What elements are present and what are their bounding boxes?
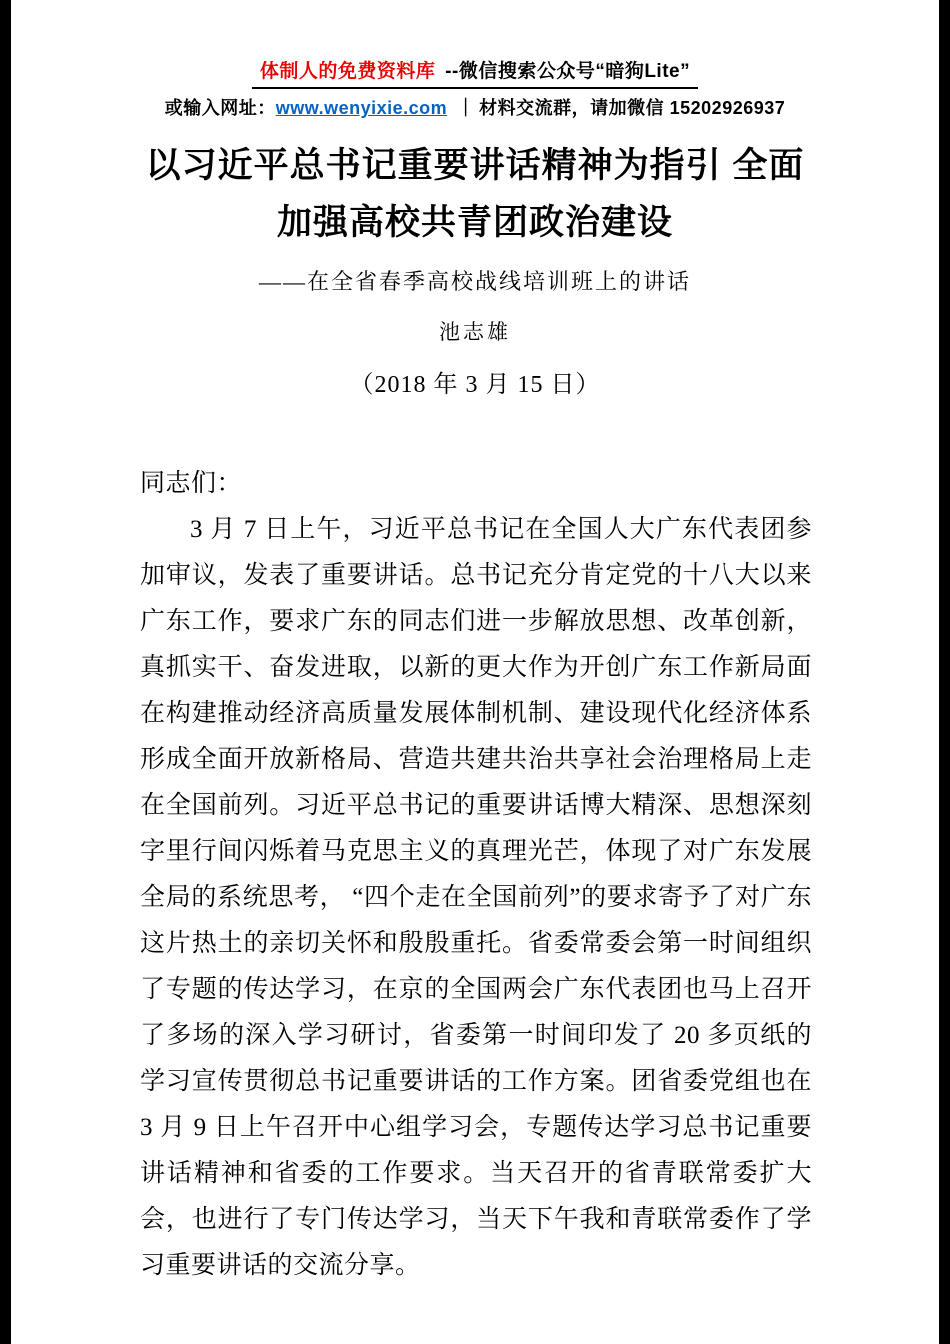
body-paragraph: 3 月 7 日上午，习近平总书记在全国人大广东代表团参加审议，发表了重要讲话。总书记充分肯定党的十八大以来广东工作，要求广东的同志们进一步解放思想、改革创新，真抓实干、奋发进取，以新的更大作为开创广东工作新局面在构建推动经济高质量发展体制机制、建设现代化经济体系形成全面开放新格局、营造共建共治共享社会治理格局上走在全国前列。习近平总书记的重要讲话博大精深、思想深刻字里行间闪烁着马克思主义的真理光芒，体现了对广东发展全局的系统思考， “四个走在全国前列”的要求寄予了对广东这片热土的亲切关怀和殷殷重托。省委常委会第一时间组织了专题的传达学习，在京的全国两会广东代表团也马上召开了多场的深入学习研讨，省委第一时间印发了 20 多页纸的学习宣传贯彻总书记重要讲话的工作方案。团省委党组也在 3 月 9 日上午召开中心组学习会，专题传达学习总书记重要讲话精神和省委的工作要求。当天召开的省青联常委扩大会，也进行了专门传达学习，当天下午我和青联常委作了学习重要讲话的交流分享。: [140, 516, 812, 1280]
right-edge-bar: [939, 0, 950, 1344]
title-line-1: 以习近平总书记重要讲话精神为指引 全面: [145, 146, 805, 185]
website-link[interactable]: www.wenyixie.com: [275, 98, 448, 118]
library-title: 体制人的免费资料库: [259, 61, 436, 82]
author-name: 池志雄: [439, 320, 511, 345]
separator-bar: ｜: [456, 98, 476, 118]
wechat-search-note: --微信搜索公众号“暗狗Lite”: [445, 61, 691, 82]
header-line-1: [252, 56, 698, 89]
contact-note: 材料交流群，请加微信 15202926937: [479, 98, 786, 118]
header-line-2: [0, 94, 950, 120]
header-banner: [0, 0, 950, 120]
document-subtitle: ——在全省春季高校战线培训班上的讲话: [258, 269, 691, 295]
title-line-2: 加强高校共青团政治建设: [276, 202, 673, 242]
document-body: [140, 461, 812, 1289]
website-prefix-label: 或输入网址：: [164, 98, 276, 118]
document-title: [60, 138, 890, 251]
salutation: 同志们：: [140, 470, 243, 498]
document-date: （2018 年 3 月 15 日）: [349, 372, 601, 399]
left-edge-bar: [0, 0, 11, 1344]
